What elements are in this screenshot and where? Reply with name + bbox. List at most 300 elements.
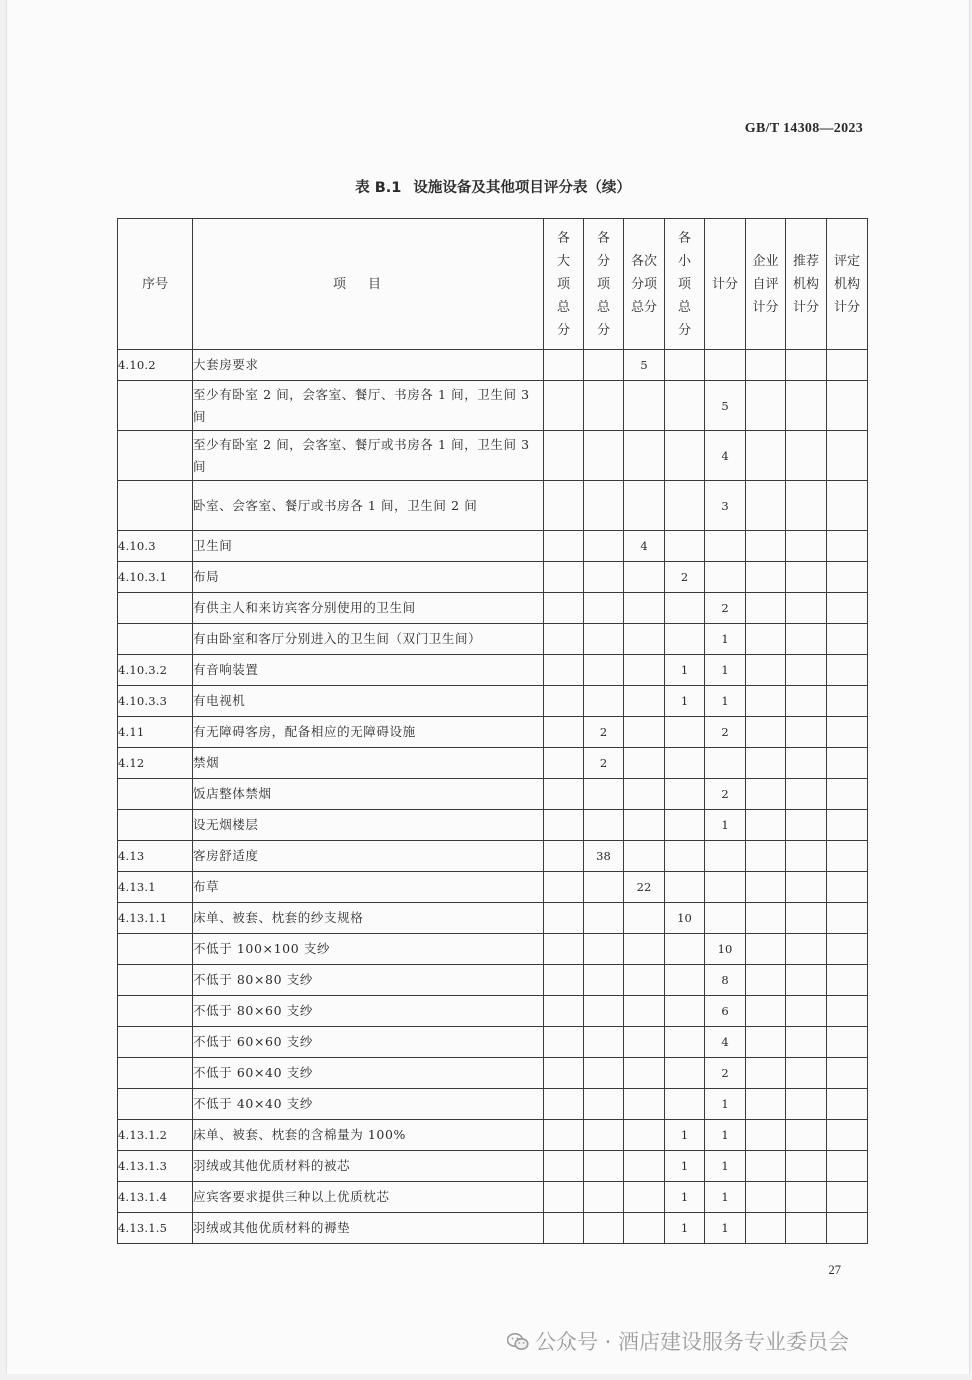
cell-sub-total [584,481,624,531]
cell-assess [827,655,868,686]
cell-second-total [624,810,665,841]
table-row [118,481,868,531]
cell-score: 1 [705,1213,746,1244]
cell-item: 大套房要求 [193,350,544,381]
cell-second-total [624,593,665,624]
cell-item: 床单、被套、枕套的纱支规格 [193,903,544,934]
cell-minor-total: 1 [665,686,705,717]
cell-minor-total [665,717,705,748]
header-second-total: 各次分项总分 [624,219,665,350]
cell-self-eval [746,655,786,686]
cell-major-total [544,531,584,562]
cell-item: 有由卧室和客厅分别进入的卫生间（双门卫生间） [193,624,544,655]
cell-code [118,1089,193,1120]
cell-item: 有无障碍客房，配备相应的无障碍设施 [193,717,544,748]
cell-recommend [786,748,827,779]
cell-major-total [544,1058,584,1089]
cell-item: 有电视机 [193,686,544,717]
cell-code: 4.13 [118,841,193,872]
cell-major-total [544,381,584,431]
cell-assess [827,624,868,655]
cell-minor-total: 10 [665,903,705,934]
cell-item: 不低于 60×40 支纱 [193,1058,544,1089]
cell-code [118,593,193,624]
cell-recommend [786,1120,827,1151]
cell-self-eval [746,686,786,717]
cell-score: 1 [705,1151,746,1182]
cell-minor-total [665,593,705,624]
cell-minor-total: 2 [665,562,705,593]
cell-self-eval [746,624,786,655]
cell-recommend [786,531,827,562]
table-row [118,841,868,872]
scoring-table [117,218,868,1244]
cell-second-total: 4 [624,531,665,562]
cell-sub-total [584,1151,624,1182]
cell-sub-total [584,624,624,655]
cell-assess [827,996,868,1027]
cell-recommend [786,872,827,903]
cell-major-total [544,1027,584,1058]
table-row [118,624,868,655]
header-score: 计分 [705,219,746,350]
cell-second-total [624,841,665,872]
cell-recommend [786,1151,827,1182]
cell-code: 4.13.1 [118,872,193,903]
cell-self-eval [746,779,786,810]
cell-item: 有音响装置 [193,655,544,686]
cell-minor-total [665,810,705,841]
cell-recommend [786,841,827,872]
cell-sub-total [584,1120,624,1151]
cell-second-total: 5 [624,350,665,381]
cell-sub-total [584,381,624,431]
cell-self-eval [746,1213,786,1244]
cell-code [118,381,193,431]
cell-minor-total [665,1027,705,1058]
cell-recommend [786,655,827,686]
table-row [118,350,868,381]
cell-code [118,934,193,965]
table-row [118,562,868,593]
cell-item: 床单、被套、枕套的含棉量为 100% [193,1120,544,1151]
header-major-total: 各大项总分 [544,219,584,350]
cell-major-total [544,350,584,381]
cell-second-total [624,381,665,431]
cell-item: 饭店整体禁烟 [193,779,544,810]
cell-self-eval [746,350,786,381]
header-sub-total: 各分项总分 [584,219,624,350]
cell-sub-total [584,350,624,381]
cell-code: 4.13.1.4 [118,1182,193,1213]
cell-self-eval [746,531,786,562]
cell-second-total [624,562,665,593]
cell-score: 1 [705,1182,746,1213]
cell-score [705,841,746,872]
cell-code: 4.10.3.3 [118,686,193,717]
table-row [118,1120,868,1151]
table-row [118,381,868,431]
cell-assess [827,1213,868,1244]
cell-score: 1 [705,624,746,655]
watermark-text: 公众号 · 酒店建设服务专业委员会 [535,1330,850,1354]
cell-code: 4.10.3 [118,531,193,562]
table-header-row [118,219,868,350]
table-row [118,1027,868,1058]
cell-second-total [624,1027,665,1058]
cell-major-total [544,593,584,624]
cell-assess [827,934,868,965]
cell-minor-total: 1 [665,1120,705,1151]
cell-item: 布草 [193,872,544,903]
table-row [118,686,868,717]
cell-code: 4.12 [118,748,193,779]
cell-score: 1 [705,810,746,841]
cell-minor-total [665,350,705,381]
cell-recommend [786,1027,827,1058]
cell-assess [827,1027,868,1058]
cell-self-eval [746,1151,786,1182]
cell-second-total [624,996,665,1027]
cell-assess [827,717,868,748]
cell-sub-total [584,1027,624,1058]
cell-self-eval [746,1058,786,1089]
cell-sub-total [584,655,624,686]
caption-number: 表 B.1 [355,180,402,196]
cell-minor-total: 1 [665,1182,705,1213]
header-minor-total: 各小项总分 [665,219,705,350]
cell-score: 2 [705,779,746,810]
table-row [118,1089,868,1120]
cell-code: 4.13.1.2 [118,1120,193,1151]
cell-assess [827,1151,868,1182]
cell-assess [827,481,868,531]
cell-sub-total [584,779,624,810]
table-row [118,531,868,562]
page-number: 27 [828,1263,841,1277]
cell-assess [827,350,868,381]
watermark [507,1326,849,1356]
table-row [118,1182,868,1213]
cell-score [705,872,746,903]
cell-assess [827,903,868,934]
cell-second-total [624,1151,665,1182]
cell-sub-total [584,593,624,624]
cell-assess [827,531,868,562]
cell-recommend [786,779,827,810]
cell-sub-total [584,431,624,481]
cell-second-total [624,1182,665,1213]
cell-second-total [624,1058,665,1089]
cell-major-total [544,934,584,965]
cell-minor-total [665,381,705,431]
cell-item: 羽绒或其他优质材料的被芯 [193,1151,544,1182]
cell-self-eval [746,717,786,748]
table-row [118,810,868,841]
cell-code [118,431,193,481]
table-row [118,903,868,934]
table-row [118,779,868,810]
cell-score: 6 [705,996,746,1027]
cell-second-total [624,779,665,810]
cell-sub-total [584,1213,624,1244]
header-assess: 评定机构计分 [827,219,868,350]
cell-self-eval [746,431,786,481]
cell-self-eval [746,593,786,624]
cell-self-eval [746,381,786,431]
cell-recommend [786,431,827,481]
cell-score: 5 [705,381,746,431]
cell-recommend [786,996,827,1027]
cell-code [118,1058,193,1089]
cell-recommend [786,965,827,996]
cell-major-total [544,872,584,903]
table-row [118,717,868,748]
cell-major-total [544,431,584,481]
cell-sub-total [584,1089,624,1120]
wechat-icon [507,1332,529,1350]
cell-major-total [544,1182,584,1213]
table-row [118,655,868,686]
cell-major-total [544,686,584,717]
cell-score [705,531,746,562]
cell-major-total [544,903,584,934]
cell-item: 至少有卧室 2 间，会客室、餐厅、书房各 1 间，卫生间 3 间 [193,381,544,431]
cell-second-total [624,481,665,531]
cell-assess [827,1182,868,1213]
cell-item: 禁烟 [193,748,544,779]
cell-sub-total [584,531,624,562]
header-item: 项目 [193,219,544,350]
standard-id: GB/T 14308—2023 [744,121,863,136]
cell-code: 4.10.2 [118,350,193,381]
cell-code [118,779,193,810]
cell-item: 羽绒或其他优质材料的褥垫 [193,1213,544,1244]
cell-sub-total [584,996,624,1027]
cell-self-eval [746,1089,786,1120]
cell-minor-total [665,996,705,1027]
table-row [118,748,868,779]
cell-score: 1 [705,686,746,717]
cell-minor-total: 1 [665,1151,705,1182]
cell-sub-total [584,965,624,996]
cell-code [118,965,193,996]
cell-minor-total: 1 [665,1213,705,1244]
cell-self-eval [746,872,786,903]
cell-minor-total [665,934,705,965]
cell-sub-total: 2 [584,717,624,748]
cell-item: 卫生间 [193,531,544,562]
cell-self-eval [746,1027,786,1058]
cell-self-eval [746,748,786,779]
cell-second-total [624,686,665,717]
caption-title: 设施设备及其他项目评分表（续） [413,180,631,196]
cell-recommend [786,1182,827,1213]
cell-item: 客房舒适度 [193,841,544,872]
cell-minor-total [665,431,705,481]
cell-minor-total [665,748,705,779]
cell-second-total [624,934,665,965]
cell-second-total [624,903,665,934]
cell-self-eval [746,965,786,996]
cell-major-total [544,1151,584,1182]
cell-assess [827,562,868,593]
cell-second-total [624,717,665,748]
cell-code: 4.13.1.3 [118,1151,193,1182]
cell-second-total [624,1120,665,1151]
table-caption [7,176,972,197]
table-row [118,1213,868,1244]
cell-major-total [544,655,584,686]
cell-item: 布局 [193,562,544,593]
cell-code [118,996,193,1027]
cell-score: 4 [705,1027,746,1058]
cell-score: 1 [705,1120,746,1151]
cell-item: 不低于 80×60 支纱 [193,996,544,1027]
cell-self-eval [746,481,786,531]
cell-score: 3 [705,481,746,531]
cell-recommend [786,903,827,934]
cell-minor-total [665,531,705,562]
cell-second-total [624,624,665,655]
cell-minor-total [665,481,705,531]
header-seq: 序号 [118,219,193,350]
cell-assess [827,686,868,717]
cell-item: 不低于 80×80 支纱 [193,965,544,996]
table-row [118,1151,868,1182]
table-row [118,593,868,624]
cell-score: 1 [705,1089,746,1120]
cell-self-eval [746,996,786,1027]
cell-second-total [624,1213,665,1244]
cell-self-eval [746,1120,786,1151]
cell-recommend [786,562,827,593]
cell-sub-total [584,686,624,717]
cell-recommend [786,810,827,841]
cell-second-total [624,965,665,996]
cell-assess [827,381,868,431]
cell-recommend [786,717,827,748]
cell-major-total [544,624,584,655]
cell-item: 不低于 40×40 支纱 [193,1089,544,1120]
cell-major-total [544,717,584,748]
cell-major-total [544,1089,584,1120]
cell-assess [827,1089,868,1120]
cell-assess [827,1120,868,1151]
cell-score [705,562,746,593]
cell-score [705,748,746,779]
cell-sub-total [584,903,624,934]
cell-self-eval [746,841,786,872]
cell-second-total [624,655,665,686]
cell-assess [827,593,868,624]
cell-recommend [786,1089,827,1120]
cell-sub-total: 2 [584,748,624,779]
cell-sub-total [584,872,624,903]
cell-item: 卧室、会客室、餐厅或书房各 1 间，卫生间 2 间 [193,481,544,531]
cell-score: 4 [705,431,746,481]
cell-code [118,1027,193,1058]
cell-self-eval [746,1182,786,1213]
cell-score: 8 [705,965,746,996]
cell-item: 不低于 60×60 支纱 [193,1027,544,1058]
cell-code: 4.13.1.5 [118,1213,193,1244]
cell-major-total [544,841,584,872]
table-row [118,934,868,965]
header-recommend: 推荐机构计分 [786,219,827,350]
cell-code: 4.11 [118,717,193,748]
cell-score [705,903,746,934]
cell-recommend [786,686,827,717]
cell-score: 10 [705,934,746,965]
cell-major-total [544,481,584,531]
cell-self-eval [746,562,786,593]
cell-code: 4.10.3.2 [118,655,193,686]
cell-item: 设无烟楼层 [193,810,544,841]
cell-minor-total: 1 [665,655,705,686]
cell-assess [827,1058,868,1089]
header-self-eval: 企业自评计分 [746,219,786,350]
cell-minor-total [665,1058,705,1089]
cell-minor-total [665,624,705,655]
cell-assess [827,965,868,996]
cell-assess [827,841,868,872]
cell-item: 至少有卧室 2 间，会客室、餐厅或书房各 1 间，卫生间 3 间 [193,431,544,481]
cell-code: 4.13.1.1 [118,903,193,934]
cell-assess [827,779,868,810]
cell-minor-total [665,965,705,996]
cell-code: 4.10.3.1 [118,562,193,593]
table-row [118,872,868,903]
cell-code [118,481,193,531]
table-row [118,431,868,481]
cell-sub-total [584,1058,624,1089]
cell-score [705,350,746,381]
cell-sub-total [584,934,624,965]
cell-recommend [786,934,827,965]
cell-self-eval [746,903,786,934]
cell-score: 2 [705,593,746,624]
cell-second-total: 22 [624,872,665,903]
cell-sub-total: 38 [584,841,624,872]
cell-self-eval [746,810,786,841]
cell-minor-total [665,872,705,903]
cell-minor-total [665,841,705,872]
cell-item: 有供主人和来访宾客分别使用的卫生间 [193,593,544,624]
cell-major-total [544,810,584,841]
cell-minor-total [665,779,705,810]
cell-major-total [544,1120,584,1151]
cell-major-total [544,748,584,779]
cell-recommend [786,481,827,531]
cell-recommend [786,350,827,381]
cell-code [118,810,193,841]
cell-score: 1 [705,655,746,686]
cell-self-eval [746,934,786,965]
cell-sub-total [584,562,624,593]
cell-assess [827,431,868,481]
cell-recommend [786,624,827,655]
table-row [118,1058,868,1089]
cell-second-total [624,431,665,481]
cell-major-total [544,779,584,810]
table-body [118,350,868,1244]
cell-assess [827,810,868,841]
cell-score: 2 [705,1058,746,1089]
cell-recommend [786,1213,827,1244]
cell-minor-total [665,1089,705,1120]
cell-major-total [544,965,584,996]
